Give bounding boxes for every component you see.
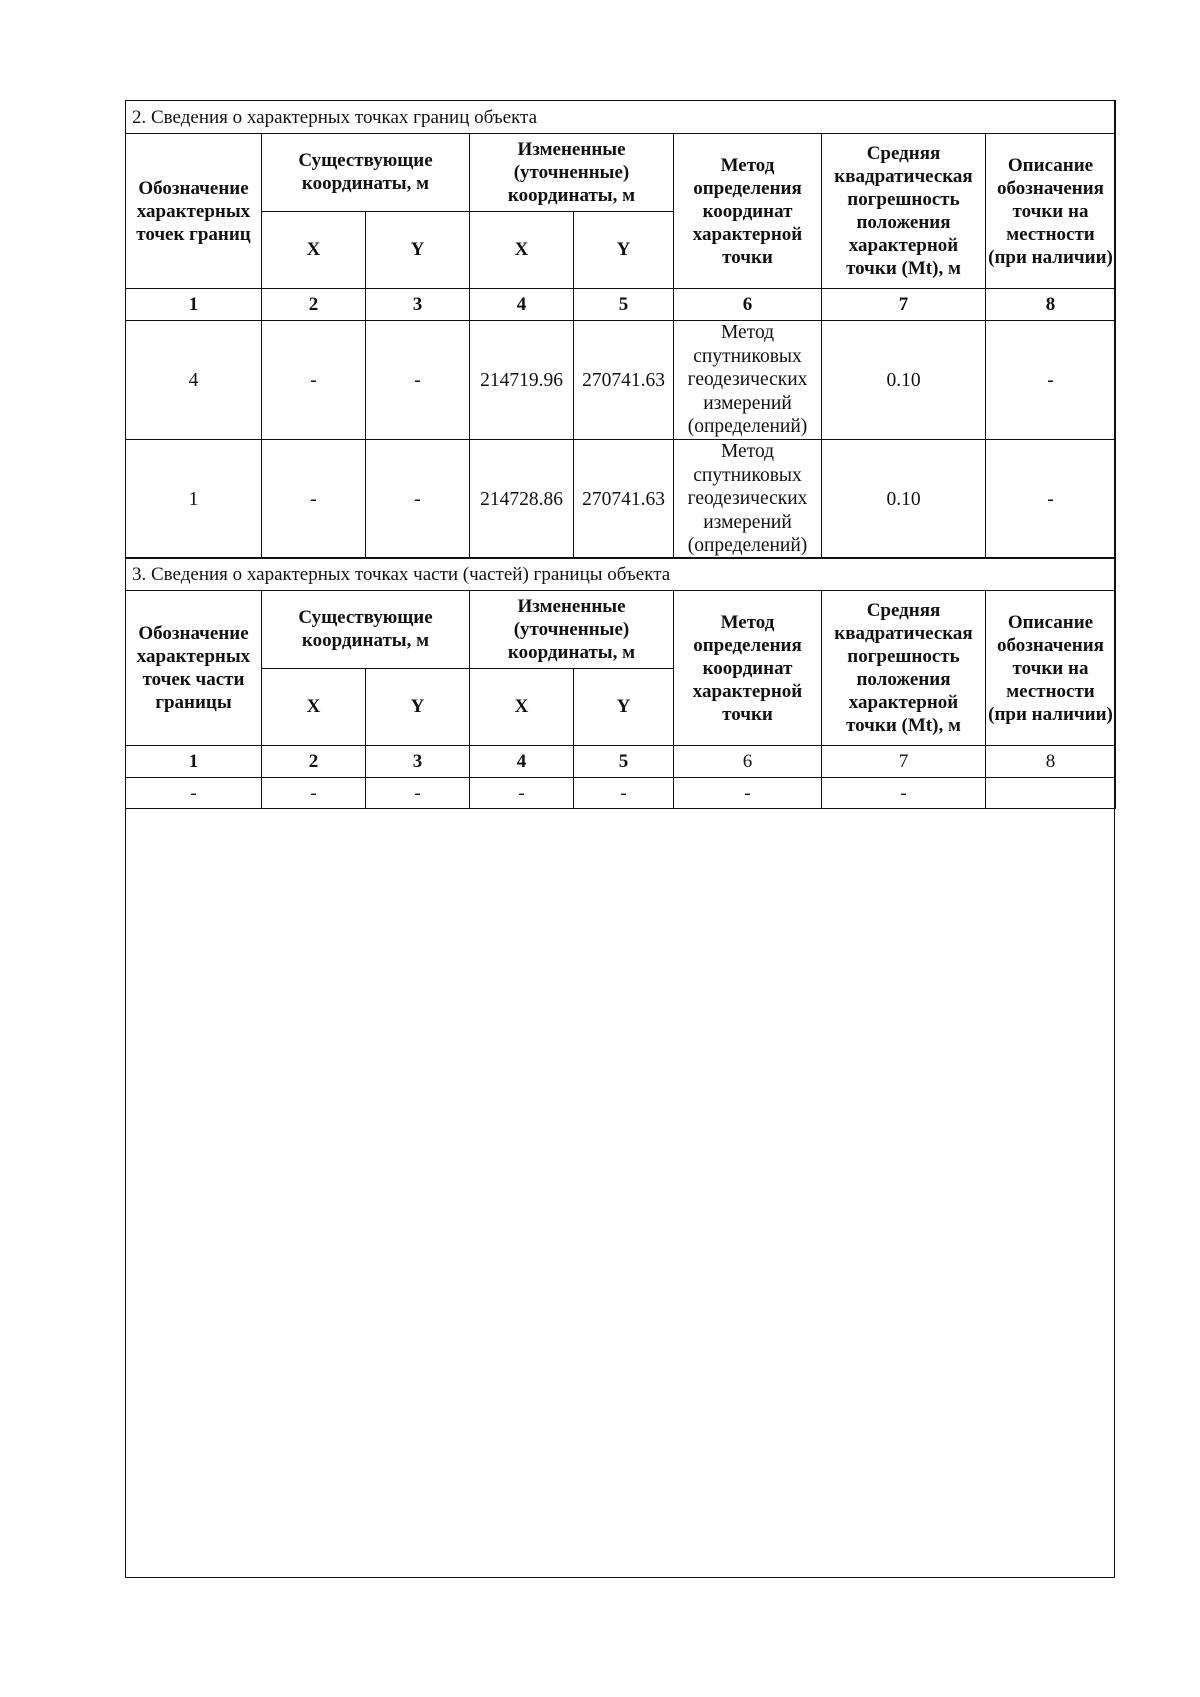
method-cell: Метод спутниковых геодезических измерений (определений) bbox=[674, 440, 822, 559]
column-number: 3 bbox=[366, 746, 470, 778]
column-number: 5 bbox=[574, 289, 674, 321]
point-designation: 1 bbox=[126, 440, 262, 559]
column-numbers-row bbox=[126, 289, 1116, 321]
changed-x: 214719.96 bbox=[470, 321, 574, 440]
header-changed-x: X bbox=[470, 668, 574, 746]
changed-y: 270741.63 bbox=[574, 440, 674, 559]
table-row bbox=[126, 778, 1116, 809]
column-number: 8 bbox=[986, 746, 1116, 778]
existing-y: - bbox=[366, 440, 470, 559]
mean-error: 0.10 bbox=[822, 321, 986, 440]
header-changed-x: X bbox=[470, 211, 574, 289]
point-description: - bbox=[986, 321, 1116, 440]
header-mean-error: Средняя квадратическая погрешность положения характерной точки (Mt), м bbox=[822, 134, 986, 289]
header-mean-error: Средняя квадратическая погрешность положения характерной точки (Mt), м bbox=[822, 591, 986, 746]
column-number: 1 bbox=[126, 289, 262, 321]
header-description: Описание обозначения точки на местности (при наличии) bbox=[986, 134, 1116, 289]
column-number: 1 bbox=[126, 746, 262, 778]
cell-value bbox=[986, 778, 1116, 809]
header-method: Метод определения координат характерной точки bbox=[674, 591, 822, 746]
cell-value: - bbox=[262, 778, 366, 809]
column-number: 7 bbox=[822, 289, 986, 321]
column-number: 3 bbox=[366, 289, 470, 321]
header-description: Описание обозначения точки на местности (при наличии) bbox=[986, 591, 1116, 746]
cell-value: - bbox=[470, 778, 574, 809]
header-existing-coords: Существующие координаты, м bbox=[262, 134, 470, 212]
header-changed-y: Y bbox=[574, 668, 674, 746]
point-designation: 4 bbox=[126, 321, 262, 440]
cell-value: - bbox=[366, 778, 470, 809]
boundary-points-table bbox=[125, 100, 1116, 559]
existing-x: - bbox=[262, 440, 366, 559]
existing-y: - bbox=[366, 321, 470, 440]
header-existing-x: X bbox=[262, 211, 366, 289]
changed-y: 270741.63 bbox=[574, 321, 674, 440]
column-numbers-row bbox=[126, 746, 1116, 778]
section-3-title: 3. Сведения о характерных точках части (частей) границы объекта bbox=[126, 558, 1116, 591]
header-existing-coords: Существующие координаты, м bbox=[262, 591, 470, 669]
changed-x: 214728.86 bbox=[470, 440, 574, 559]
mean-error: 0.10 bbox=[822, 440, 986, 559]
table-row bbox=[126, 440, 1116, 559]
column-number: 4 bbox=[470, 289, 574, 321]
cell-value: - bbox=[674, 778, 822, 809]
header-changed-y: Y bbox=[574, 211, 674, 289]
header-existing-y: Y bbox=[366, 211, 470, 289]
column-number: 2 bbox=[262, 746, 366, 778]
column-number: 8 bbox=[986, 289, 1116, 321]
column-number: 6 bbox=[674, 289, 822, 321]
cell-value: - bbox=[126, 778, 262, 809]
column-number: 5 bbox=[574, 746, 674, 778]
header-designation: Обозначение характерных точек границ bbox=[126, 134, 262, 289]
part-boundary-points-table bbox=[125, 557, 1116, 809]
point-description: - bbox=[986, 440, 1116, 559]
column-number: 4 bbox=[470, 746, 574, 778]
column-number: 7 bbox=[822, 746, 986, 778]
method-cell: Метод спутниковых геодезических измерений (определений) bbox=[674, 321, 822, 440]
column-number: 6 bbox=[674, 746, 822, 778]
header-existing-x: X bbox=[262, 668, 366, 746]
column-number: 2 bbox=[262, 289, 366, 321]
header-existing-y: Y bbox=[366, 668, 470, 746]
table-row bbox=[126, 321, 1116, 440]
cell-value: - bbox=[822, 778, 986, 809]
header-changed-coords: Измененные (уточненные) координаты, м bbox=[470, 591, 674, 669]
existing-x: - bbox=[262, 321, 366, 440]
cell-value: - bbox=[574, 778, 674, 809]
header-designation: Обозначение характерных точек части границы bbox=[126, 591, 262, 746]
section-2-title: 2. Сведения о характерных точках границ объекта bbox=[126, 101, 1116, 134]
header-changed-coords: Измененные (уточненные) координаты, м bbox=[470, 134, 674, 212]
header-method: Метод определения координат характерной точки bbox=[674, 134, 822, 289]
